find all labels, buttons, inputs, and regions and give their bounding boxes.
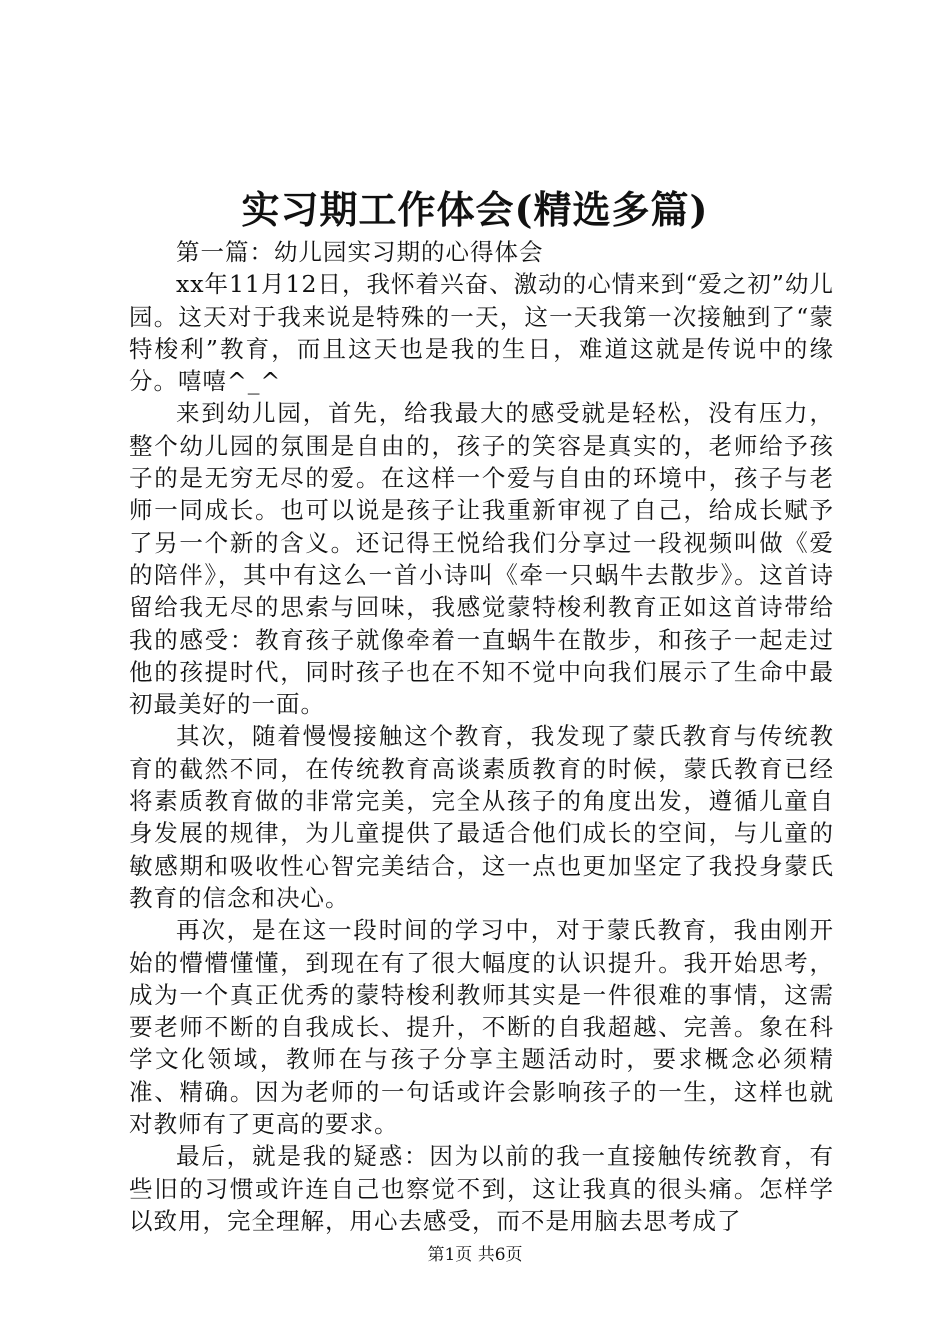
paragraph: xx年11月12日，我怀着兴奋、激动的心情来到“爱之初”幼儿园。这天对于我来说是特殊的一天，这一天我第一次接触到了“蒙特梭利”教育，而且这天也是我的生日，难道这就是传说中的缘分。嘻嘻^_^: [129, 270, 834, 396]
paragraph: 再次，是在这一段时间的学习中，对于蒙氏教育，我由刚开始的懵懵懂懂，到现在有了很大幅度的认识提升。我开始思考，成为一个真正优秀的蒙特梭利教师其实是一件很难的事情，这需要老师不断的自我成长、提升，不断的自我超越、完善。象在科学文化领域，教师在与孩子分享主题活动时，要求概念必须精准、精确。因为老师的一句话或许会影响孩子的一生，这样也就对教师有了更高的要求。: [129, 916, 834, 1139]
paragraph: 最后，就是我的疑惑：因为以前的我一直接触传统教育，有些旧的习惯或许连自己也察觉不到，这让我真的很头痛。怎样学以致用，完全理解，用心去感受，而不是用脑去思考成了: [129, 1142, 834, 1235]
page-number-footer: 第1页 共6页: [427, 1245, 523, 1265]
section-heading: 第一篇：幼儿园实习期的心得体会: [176, 238, 544, 266]
document-body: [129, 236, 834, 1237]
paragraph: 其次，随着慢慢接触这个教育，我发现了蒙氏教育与传统教育的截然不同，在传统教育高谈素质教育的时候，蒙氏教育已经将素质教育做的非常完美，完全从孩子的角度出发，遵循儿童自身发展的规律，为儿童提供了最适合他们成长的空间，与儿童的敏感期和吸收性心智完美结合，这一点也更加坚定了我投身蒙氏教育的信念和决心。: [129, 722, 834, 912]
document-title: 实习期工作体会(精选多篇): [241, 187, 709, 232]
paragraph: 来到幼儿园，首先，给我最大的感受就是轻松，没有压力，整个幼儿园的氛围是自由的，孩子的笑容是真实的，老师给予孩子的是无穷无尽的爱。在这样一个爱与自由的环境中，孩子与老师一同成长。也可以说是孩子让我重新审视了自己，给成长赋予了另一个新的含义。还记得王悦给我们分享过一段视频叫做《爱的陪伴》，其中有这么一首小诗叫《牵一只蜗牛去散步》。这首诗留给我无尽的思索与回味，我感觉蒙特梭利教育正如这首诗带给我的感受：教育孩子就像牵着一直蜗牛在散步，和孩子一起走过他的孩提时代，同时孩子也在不知不觉中向我们展示了生命中最初最美好的一面。: [129, 399, 834, 719]
